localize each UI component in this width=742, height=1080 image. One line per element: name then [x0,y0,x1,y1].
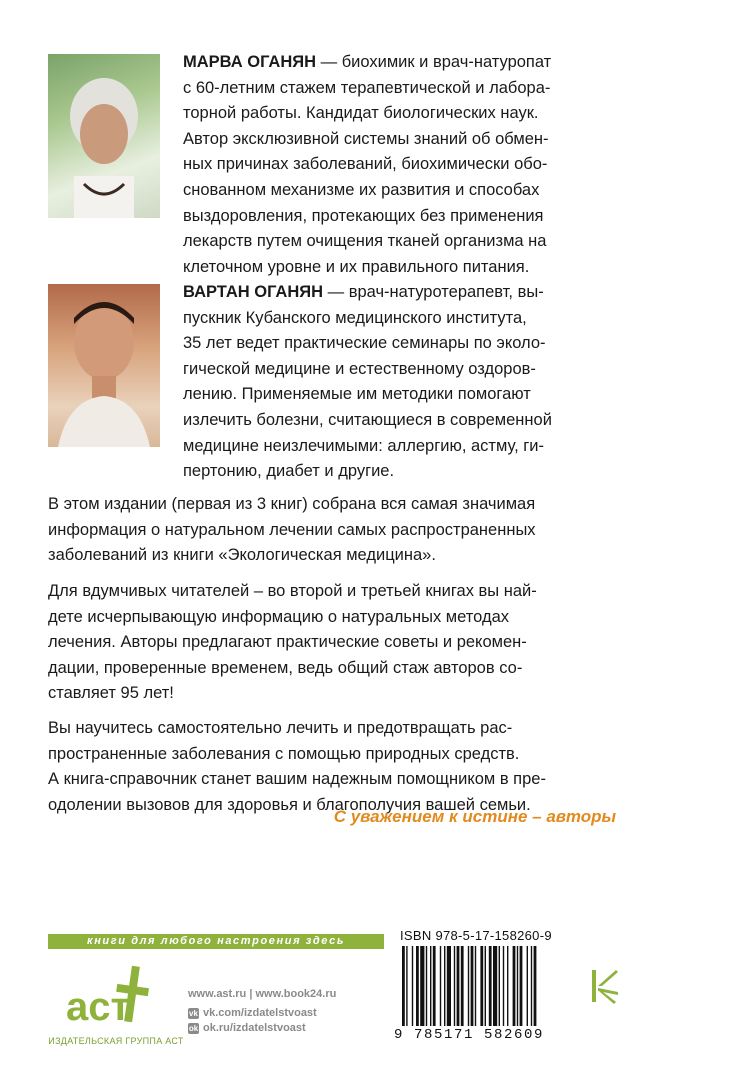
barcode-bar [461,946,464,1026]
vk-link[interactable] [188,1007,317,1019]
ok-icon: ok [188,1023,199,1033]
barcode-icon [398,946,582,1038]
portrait-woman-image [48,54,160,218]
barcode-bar [454,946,455,1026]
barcode-digits: 9 785171 582609 [392,1027,590,1043]
bio-line: 35 лет ведет практические семинары по эколо- [183,334,546,353]
barcode-bar [420,946,424,1026]
k-publisher-mark-icon [588,966,622,1006]
bio-line: торной работы. Кандидат биологических наук. [183,104,539,123]
bio-line: лекарств путем очищения тканей организма на [183,232,547,251]
paragraph-line: лечения. Авторы предлагают практические советы и рекомен- [48,633,527,652]
paragraph-line: Вы научитесь самостоятельно лечить и предотвращать рас- [48,719,513,737]
isbn-label: ISBN 978-5-17-158260-9 [400,928,552,943]
barcode-bar [489,946,492,1026]
paragraph-line: одолении вызовов для здоровья и благополучия вашей семьи. [48,795,531,814]
author-bio-marva [183,50,693,280]
bio-line: пертонию, диабет и другие. [183,462,395,481]
barcode-bar [430,946,431,1026]
author-photo-marva [48,54,160,218]
ast-logo-icon [62,958,168,1038]
barcode-bar [457,946,460,1026]
paragraph-line: Для вдумчивых читателей – во второй и третьей книгах вы най- [48,582,537,600]
bio-line: ных причинах заболеваний, биохимически обо- [183,155,548,174]
barcode-bar [444,946,445,1026]
bio-line: гической медицине и естественному оздоров- [183,359,536,378]
barcode-bar [493,946,497,1026]
barcode-bar [447,946,451,1026]
barcode-bar [402,946,405,1026]
barcode-bar [426,946,427,1026]
portrait-man-image [48,284,160,447]
author-bio-vartan [183,280,693,485]
barcode-bar [534,946,537,1026]
barcode-bar [507,946,508,1026]
bio-line: Автор эксклюзивной системы знаний об обмен- [183,129,549,148]
bio-line: — биохимик и врач-натуропат [320,53,552,71]
barcode-bar [499,946,500,1026]
barcode-bar [475,946,476,1026]
vk-icon: vk [189,1008,198,1018]
description-paragraph [48,579,616,707]
author-name: МАРВА ОГАНЯН [183,53,317,71]
ok-link[interactable] [188,1022,306,1034]
paragraph-line: информация о натуральном лечении самых распространенных [48,520,536,539]
bio-line: выздоровления, протекающих без применения [183,206,544,225]
barcode-bar [471,946,474,1026]
author-photo-vartan [48,284,160,447]
barcode-bar [440,946,441,1026]
barcode-bar [513,946,516,1026]
vk-link-text[interactable]: vk.com/izdatelstvoast [203,1007,317,1020]
barcode-bar [520,946,523,1026]
description-paragraph [48,716,616,818]
paragraph-line: А книга-справочник станет вашим надежным помощником в пре- [48,770,546,789]
bio-line: пускник Кубанского медицинского института, [183,308,527,327]
barcode-bar [527,946,528,1026]
website-links[interactable]: www.ast.ru | www.book24.ru [188,988,337,1000]
barcode-bar [503,946,504,1026]
paragraph-line: дации, проверенные временем, ведь общий стаж авторов со- [48,658,523,677]
bio-line: — врач-натуротерапевт, вы- [327,283,544,301]
author-name: ВАРТАН ОГАНЯН [183,283,324,301]
barcode-bar [468,946,469,1026]
barcode-bar [480,946,483,1026]
paragraph-line: В этом издании (первая из 3 книг) собрана вся самая значимая [48,495,536,513]
paragraph-line: пространенные заболевания с помощью природных средств. [48,744,520,763]
barcode-bar [406,946,407,1026]
barcode-bar [517,946,518,1026]
ok-link-text[interactable]: ok.ru/izdatelstvoast [203,1022,306,1035]
paragraph-line: заболеваний из книги «Экологическая медицина». [48,546,436,565]
paragraph-line: ставляет 95 лет! [48,684,174,703]
barcode-bar [531,946,532,1026]
logo-text: аст [66,985,131,1029]
tagline-banner: книги для любого настроения здесь [48,934,384,949]
bio-line: лению. Применяемые им методики помогают [183,385,531,404]
bio-line: снованном механизме их развития и способах [183,180,540,199]
paragraph-line: дете исчерпывающую информацию о натуральных методах [48,607,510,626]
signature: С уважением к истине – авторы [333,807,616,826]
barcode-bar [433,946,436,1026]
bio-line: с 60-летним стажем терапевтической и лабора- [183,78,551,97]
bio-line: клеточном уровне и их правильного питания. [183,257,530,276]
description-paragraph [48,492,616,569]
bio-line: излечить болезни, считающиеся в современной [183,410,552,429]
barcode-bar [416,946,419,1026]
barcode-bar [485,946,486,1026]
publisher-group-label: ИЗДАТЕЛЬСКАЯ ГРУППА АСТ [48,1036,184,1046]
barcode-bar [412,946,413,1026]
bio-line: медицине неизлечимыми: аллергию, астму, ги- [183,436,545,455]
